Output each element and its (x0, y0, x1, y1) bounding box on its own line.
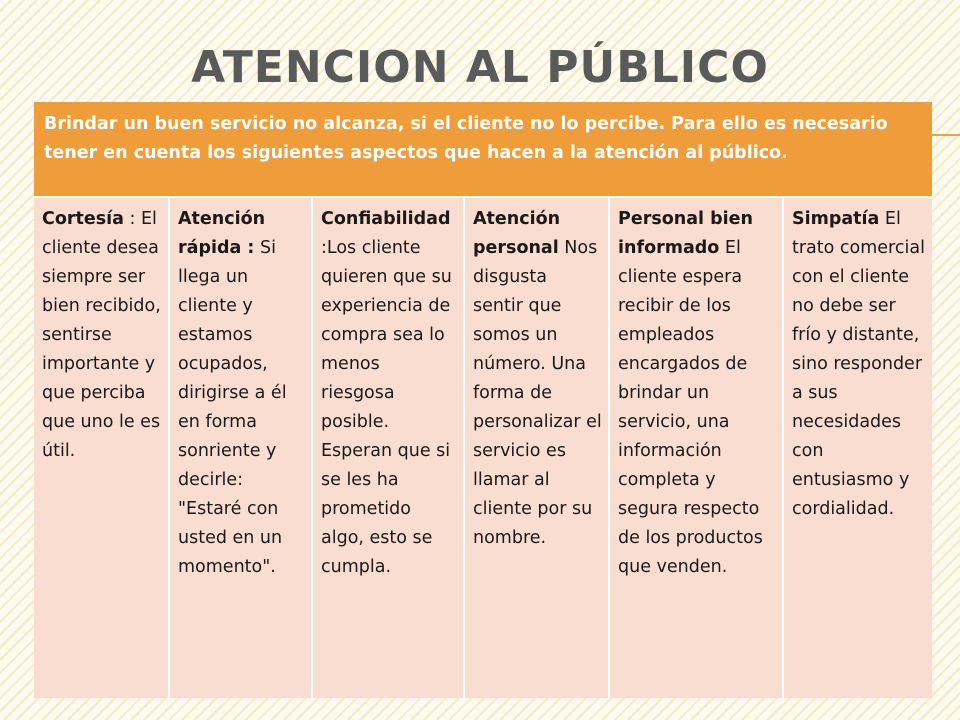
cell-heading: Cortesía (42, 209, 124, 229)
slide-title: ATENCION AL PÚBLICO (191, 42, 769, 93)
cell-text: :Los cliente quieren que su experiencia de compra sea lo menos riesgosa posible. Esperan que si se les ha prometido algo, esto se cumpla. (321, 238, 452, 577)
table-cell-confiabilidad (313, 198, 463, 698)
table-cell-simpatia (784, 198, 932, 698)
table-cell-atencion-personal (465, 198, 608, 698)
cell-text: El cliente espera recibir de los empleados encargados de brindar un servicio, una información completa y segura respecto de los productos que venden. (618, 238, 763, 577)
cell-heading: Personal bien informado (618, 209, 753, 258)
cell-heading: Atención personal (473, 209, 561, 258)
cell-text: Nos disgusta sentir que somos un número. Una forma de personalizar el servicio es llamar al cliente por su nombre. (473, 238, 602, 548)
cell-text: : El cliente desea siempre ser bien recibido, sentirse importante y que perciba que uno le es útil. (42, 209, 161, 461)
cell-text: El trato comercial con el cliente no debe ser frío y distante, sino responder a sus necesidades con entusiasmo y cordialidad. (792, 209, 925, 519)
cell-heading: Simpatía (792, 209, 880, 229)
table-header-cell: Brindar un buen servicio no alcanza, si el cliente no lo percibe. Para ello es necesario tener en cuenta los siguientes aspectos que hacen a la atención al público. (34, 102, 932, 196)
aspects-table (34, 102, 932, 698)
cell-heading: Confiabilidad (321, 209, 451, 229)
decorative-line (932, 134, 960, 136)
cell-text: Si llega un cliente y estamos ocupados, dirigirse a él en forma sonriente y decirle: "Estaré con usted en un momento". (178, 238, 287, 577)
cell-heading: Atención rápida : (178, 209, 266, 258)
table-cell-cortesia (34, 198, 168, 698)
table-cell-atencion-rapida (170, 198, 311, 698)
table-cell-personal-informado (610, 198, 782, 698)
